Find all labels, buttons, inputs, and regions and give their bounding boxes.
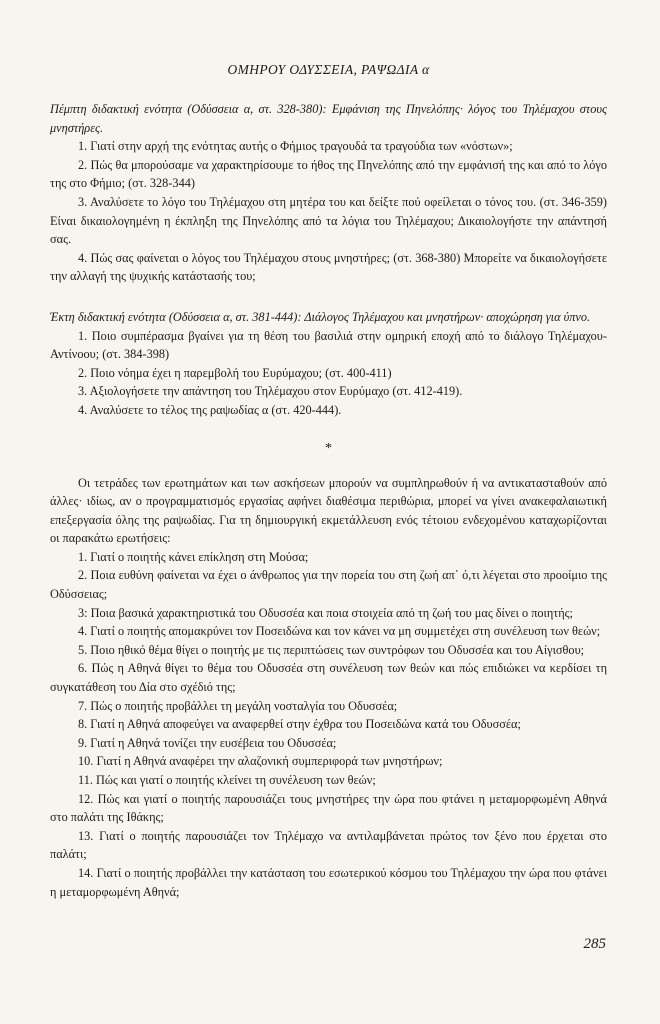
question-item: 14. Γιατί ο ποιητής προβάλλει την κατάσταση του εσωτερικού κόσμου του Τηλέμαχου την ώρα που φτάνει η μεταμορφωμένη Αθηνά; xyxy=(50,865,607,899)
general-questions-list xyxy=(50,548,607,901)
question-item: 9. Γιατί η Αθηνά τονίζει την ευσέβεια του Οδυσσέα; xyxy=(78,735,337,750)
question-item: 8. Γιατί η Αθηνά αποφεύγει να αναφερθεί στην έχθρα του Ποσειδώνα κατά του Οδυσσέα; xyxy=(78,717,521,732)
section-sixth-unit xyxy=(50,308,607,420)
question-item: 12. Πώς και γιατί ο ποιητής παρουσιάζει τους μνηστήρες την ώρα που φτάνει η μεταμορφωμένη Αθηνά στο παλάτι της Ιθάκης; xyxy=(50,791,607,825)
question-item: 1. Γιατί στην αρχή της ενότητας αυτής ο Φήμιος τραγουδά τα τραγούδια των «νόστων»; xyxy=(78,139,513,154)
question-item: 1. Ποιο συμπέρασμα βγαίνει για τη θέση του βασιλιά στην ομηρική εποχή από το διάλογο Τηλέμαχου-Αντίνοου; (στ. 384-398) xyxy=(50,328,607,362)
question-item: 2. Ποια ευθύνη φαίνεται να έχει ο άνθρωπος για την πορεία του στη ζωή απ᾽ ό,τι λέγεται στο προοίμιο της Οδύσσειας; xyxy=(50,568,607,602)
section-title: Πέμπτη διδακτική ενότητα (Οδύσσεια α, στ. 328-380): Εμφάνιση της Πηνελόπης· λόγος του Τηλέμαχου στους μνηστήρες. xyxy=(50,102,607,135)
question-item: 4. Γιατί ο ποιητής απομακρύνει τον Ποσειδώνα και τον κάνει να μη συμμετέχει στη συνέλευση των θεών; xyxy=(78,624,601,639)
question-item: 4. Αναλύσετε το τέλος της ραψωδίας α (στ. 420-444). xyxy=(78,402,342,417)
page-number: 285 xyxy=(583,936,606,952)
section-title: Έκτη διδακτική ενότητα (Οδύσσεια α, στ. 381-444): Διάλογος Τηλέμαχου και μνηστήρων· αποχώρηση για ύπνο. xyxy=(50,309,591,324)
question-item: 10. Γιατί η Αθηνά αναφέρει την αλαζονική συμπεριφορά των μνηστήρων; xyxy=(78,754,443,769)
question-item: 3. Αξιολογήσετε την απάντηση του Τηλέμαχου στον Ευρύμαχο (στ. 412-419). xyxy=(78,384,463,399)
running-head: ΟΜΗΡΟΥ ΟΔΥΣΣΕΙΑ, ΡΑΨΩΔΙΑ α xyxy=(227,62,430,77)
question-item: 2. Ποιο νόημα έχει η παρεμβολή του Ευρύμαχου; (στ. 400-411) xyxy=(78,365,392,380)
section-fifth-unit xyxy=(50,100,607,286)
question-item: 3. Αναλύσετε το λόγο του Τηλέμαχου στη μητέρα του και δείξτε πού οφείλεται ο τόνος του. (στ. 346-359) Είναι δικαιολογημένη η έκπληξη της Πηνελόπης από τα λόγια του Τηλέμαχου; Δικαιολογήστε την απάντησή σας. xyxy=(50,194,607,247)
question-item: 6. Πώς η Αθηνά θίγει το θέμα του Οδυσσέα στη συνέλευση των θεών και πώς επιδιώκει να κερδίσει τη συγκατάθεση του Δία στο σχέδιό της; xyxy=(50,661,607,695)
asterisk-separator: * xyxy=(325,440,332,456)
question-item: 5. Ποιο ηθικό θέμα θίγει ο ποιητής με τις περιπτώσεις των συντρόφων του Οδυσσέα και του Αίγισθου; xyxy=(78,642,585,657)
general-intro-paragraph: Οι τετράδες των ερωτημάτων και των ασκήσεων μπορούν να συμπληρωθούν ή να αντικατασταθούν από άλλες· ιδίως, αν ο προγραμματισμός εργασίας αφήνει διαθέσιμα περιθώρια, μπορεί να γίνει ανακεφαλαιωτική επεξεργασία όλης της ραψωδίας. Για τη δημιουργική εκμετάλλευση ενός τέτοιου ενδεχομένου καταχωρίζονται οι παρακάτω ερωτήσεις: xyxy=(50,475,607,546)
question-item: 4. Πώς σας φαίνεται ο λόγος του Τηλέμαχου στους μνηστήρες; (στ. 368-380) Μπορείτε να δικαιολογήσετε την αλλαγή της ψυχικής κατάστασής του; xyxy=(50,250,607,284)
question-item: 3: Ποια βασικά χαρακτηριστικά του Οδυσσέα και ποια στοιχεία από τη ζωή του μας δίνει ο ποιητής; xyxy=(78,605,573,620)
question-item: 2. Πώς θα μπορούσαμε να χαρακτηρίσουμε το ήθος της Πηνελόπης από την εμφάνισή της και από το λόγο της στο Φήμιο; (στ. 328-344) xyxy=(50,157,607,191)
question-item: 11. Πώς και γιατί ο ποιητής κλείνει τη συνέλευση των θεών; xyxy=(78,773,376,787)
question-item: 1. Γιατί ο ποιητής κάνει επίκληση στη Μούσα; xyxy=(78,549,309,564)
question-item: 13. Γιατί ο ποιητής παρουσιάζει τον Τηλέμαχο να αντιλαμβάνεται πρώτος τον ξένο που έρχεται στο παλάτι; xyxy=(50,828,607,862)
question-item: 7. Πώς ο ποιητής προβάλλει τη μεγάλη νοσταλγία του Οδυσσέα; xyxy=(78,698,398,713)
